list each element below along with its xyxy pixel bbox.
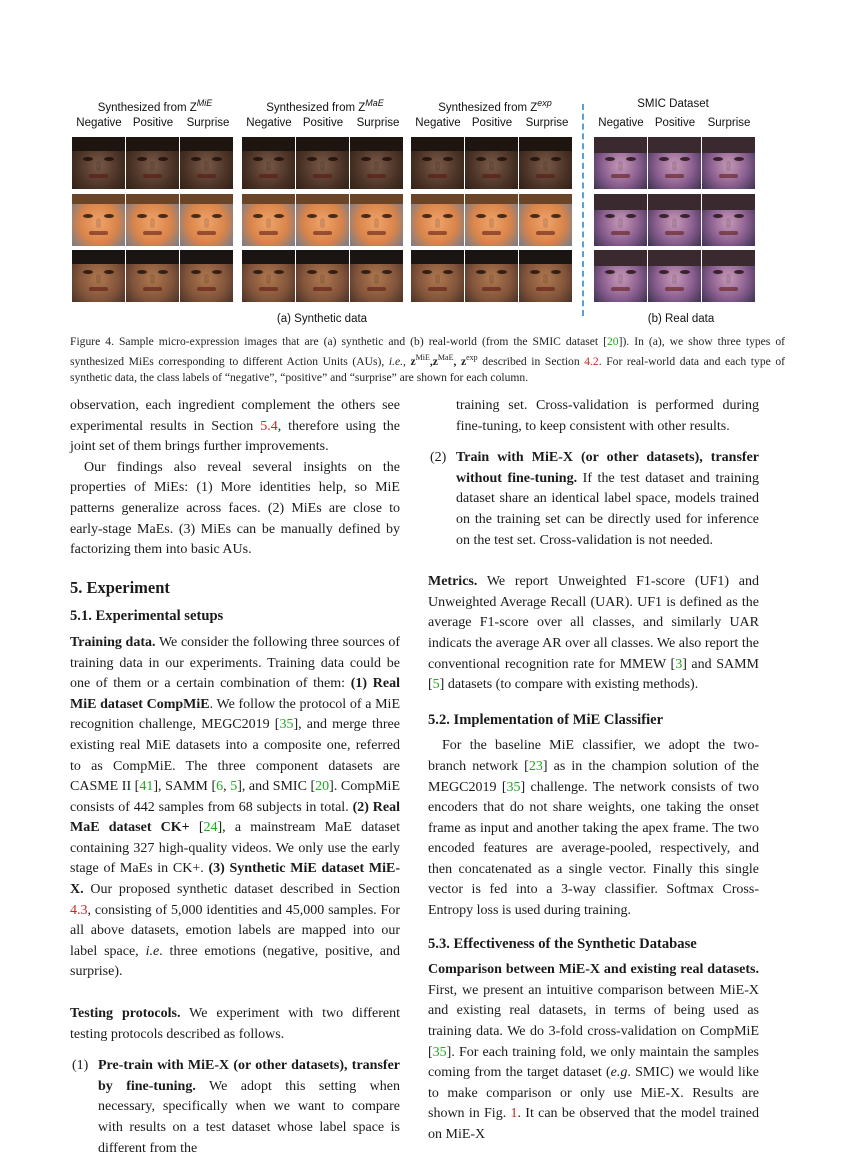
list-item-continuation: training set. Cross-validation is performed during fine-tuning, to keep consistent with other results. — [456, 398, 759, 434]
paragraph: observation, each ingredient complement the others see experimental results in Section 5.4, therefore using the joint set of them brings further improvements. — [70, 398, 400, 455]
face-image — [702, 137, 755, 189]
col-label-positive: Positive — [654, 117, 696, 129]
face-image — [648, 137, 701, 189]
col-label-surprise: Surprise — [707, 117, 751, 129]
face-image — [594, 137, 647, 189]
face-image — [648, 250, 701, 302]
face-image — [296, 194, 349, 246]
face-image — [702, 194, 755, 246]
face-image — [350, 137, 403, 189]
citation-link[interactable]: 5 — [230, 779, 238, 795]
col-label-positive: Positive — [471, 117, 513, 129]
col-label-negative: Negative — [76, 117, 122, 129]
list-item: (2) Train with MiE-X (or other datasets), transfer without fine-tuning. If the test dataset and training dataset share an identical label space, models trained on the training set can be directly used for inference on the test set. Cross-validation is not needed. — [430, 450, 759, 548]
face-image — [594, 194, 647, 246]
face-image — [72, 194, 125, 246]
face-image — [350, 250, 403, 302]
figure-4 — [0, 0, 850, 330]
citation-link[interactable]: 35 — [279, 717, 294, 733]
col-label-positive: Positive — [302, 117, 344, 129]
list-item: (1) Pre-train with MiE-X (or other datasets), transfer by fine-tuning. We adopt this setting when necessary, specifically when we want to compare with results on a test dataset whose label space is different from the — [72, 1058, 400, 1156]
face-image — [180, 194, 233, 246]
figure-ref-link[interactable]: 1 — [510, 1106, 518, 1122]
dashed-divider — [582, 104, 584, 316]
citation-link[interactable]: 6 — [216, 779, 224, 795]
face-image — [242, 250, 295, 302]
face-image — [465, 250, 518, 302]
citation-link[interactable]: 24 — [203, 820, 218, 836]
face-image — [126, 250, 179, 302]
right-column — [428, 396, 759, 1146]
group-title-mie: Synthesized from $Z^{MiE}$ — [97, 98, 213, 114]
face-image — [126, 137, 179, 189]
group-title-mae: Synthesized from $Z^{MaE}$ — [266, 98, 384, 114]
face-image — [72, 137, 125, 189]
citation-link[interactable]: 20 — [315, 779, 330, 795]
section-heading: 5. Experiment — [70, 577, 170, 597]
face-image — [465, 137, 518, 189]
paragraph: For the baseline MiE classifier, we adopt the two-branch network [23] as in the champion solution of the MEGC2019 [35] challenge. The network consists of two encoders that do not share weights, one taking the onset frame as input and another taking the apex frame. The two encoded features are average-pooled, respectively, and then concatenated as a single vector. Finally this single vector is fed into a 3-way classifier. Softmax Cross-Entropy loss is used during training. — [428, 738, 759, 919]
face-image — [519, 137, 572, 189]
citation-link[interactable]: 20 — [606, 335, 619, 348]
subsection-heading: 5.1. Experimental setups — [70, 608, 224, 625]
face-image — [519, 194, 572, 246]
col-label-negative: Negative — [246, 117, 292, 129]
face-image — [411, 250, 464, 302]
section-ref-link[interactable]: 4.2 — [584, 354, 599, 368]
face-image — [126, 194, 179, 246]
face-image — [72, 250, 125, 302]
testing-protocols-paragraph: Testing protocols. We experiment with two different testing protocols described as follows. — [70, 1006, 400, 1042]
training-data-paragraph: Training data. We consider the following three sources of training data in our experiments. Training data could be one of them or a certain combination of them: (1) Real MiE dataset CompMiE. We follow the protocol of a MiE recognition challenge, MEGC2019 [35], and merge three existing real MiE datasets into a composite one, referred to as CompMiE. The three component datasets are CASME II [41], SAMM [6, 5], and SMIC [20]. CompMiE consists of 442 samples from 68 subjects in total. (2) Real MaE dataset CK+ [24], a mainstream MaE dataset containing 327 high-quality videos. We only use the early stage of MaEs in CK+. (3) Synthetic MiE dataset MiE-X. Our proposed synthetic dataset described in Section 4.3, consisting of 5,000 identities and 45,000 samples. For all above datasets, emotion labels are mapped into our label space, i.e. three emotions (negative, positive, and surprise). — [70, 634, 401, 980]
subcaption-synthetic: (a) Synthetic data — [276, 313, 368, 325]
face-image — [242, 137, 295, 189]
comparison-paragraph: Comparison between MiE-X and existing real datasets. First, we present an intuitive comparison between MiE-X and existing real datasets, in terms of being used as training data. We do 3-fold cross-validation on CompMiE [35]. For each training fold, we only maintain the samples coming from the target dataset (e.g. SMIC) we would like to make comparison or only use MiE-X. Results are shown in Fig. 1. It can be observed that the model trained on MiE-X — [428, 962, 759, 1142]
citation-link[interactable]: 23 — [528, 758, 543, 774]
section-ref-link[interactable]: 4.3 — [70, 902, 88, 918]
metrics-paragraph: Metrics. We report Unweighted F1-score (UF1) and Unweighted Average Recall (UAR). UF1 is defined as the average F1-score over all classes, and similarly UAR indicats the average AR over all classes. We also report the conventional recognition rate for MMEW [3] and SAMM [5] datasets (to compare with existing methods). — [428, 574, 759, 693]
face-image — [702, 250, 755, 302]
group-title-smic: SMIC Dataset — [637, 98, 709, 110]
col-label-surprise: Surprise — [356, 117, 400, 129]
face-image — [242, 194, 295, 246]
face-image — [180, 250, 233, 302]
col-label-surprise: Surprise — [186, 117, 230, 129]
citation-link[interactable]: 35 — [506, 779, 521, 795]
face-image — [594, 250, 647, 302]
col-label-surprise: Surprise — [525, 117, 569, 129]
face-image — [411, 137, 464, 189]
citation-link[interactable]: 35 — [432, 1044, 447, 1060]
citation-link[interactable]: 3 — [675, 656, 683, 672]
face-image — [350, 194, 403, 246]
col-label-positive: Positive — [132, 117, 174, 129]
face-image — [648, 194, 701, 246]
face-image — [180, 137, 233, 189]
face-image — [296, 137, 349, 189]
group-title-exp: Synthesized from $Z^{exp}$ — [438, 98, 552, 114]
col-label-negative: Negative — [598, 117, 644, 129]
subsection-heading: 5.3. Effectiveness of the Synthetic Database — [428, 935, 697, 952]
col-label-negative: Negative — [415, 117, 461, 129]
figure-caption: Figure 4. Sample micro-expression images that are (a) synthetic and (b) real-world (from the SMIC dataset [20]). In (a), we show three types of synthesized MiEs corresponding to different Action Units (AUs), i.e., $z^{MiE},z^{MaE}$, $z^{exp}$ described in Section 4.2. For real-world data and each type of synthetic data, the class labels of “negative”, “positive” and “surprise” are shown for each column. — [70, 335, 785, 384]
subcaption-real: (b) Real data — [647, 313, 715, 325]
face-image — [519, 250, 572, 302]
left-column — [70, 396, 400, 1159]
citation-link[interactable]: 41 — [139, 779, 154, 795]
face-image — [411, 194, 464, 246]
face-image — [465, 194, 518, 246]
subsection-heading: 5.2. Implementation of MiE Classifier — [428, 711, 664, 728]
citation-link[interactable]: 5 — [432, 677, 440, 693]
section-ref-link[interactable]: 5.4 — [260, 418, 278, 434]
face-image — [296, 250, 349, 302]
paragraph: Our findings also reveal several insights on the properties of MiEs: (1) More identities help, so MiE patterns generalize across faces. (2) MiEs are close to early-stage MaEs. (3) MiEs can be manually defined by factorizing them into basic AUs. — [70, 459, 400, 558]
